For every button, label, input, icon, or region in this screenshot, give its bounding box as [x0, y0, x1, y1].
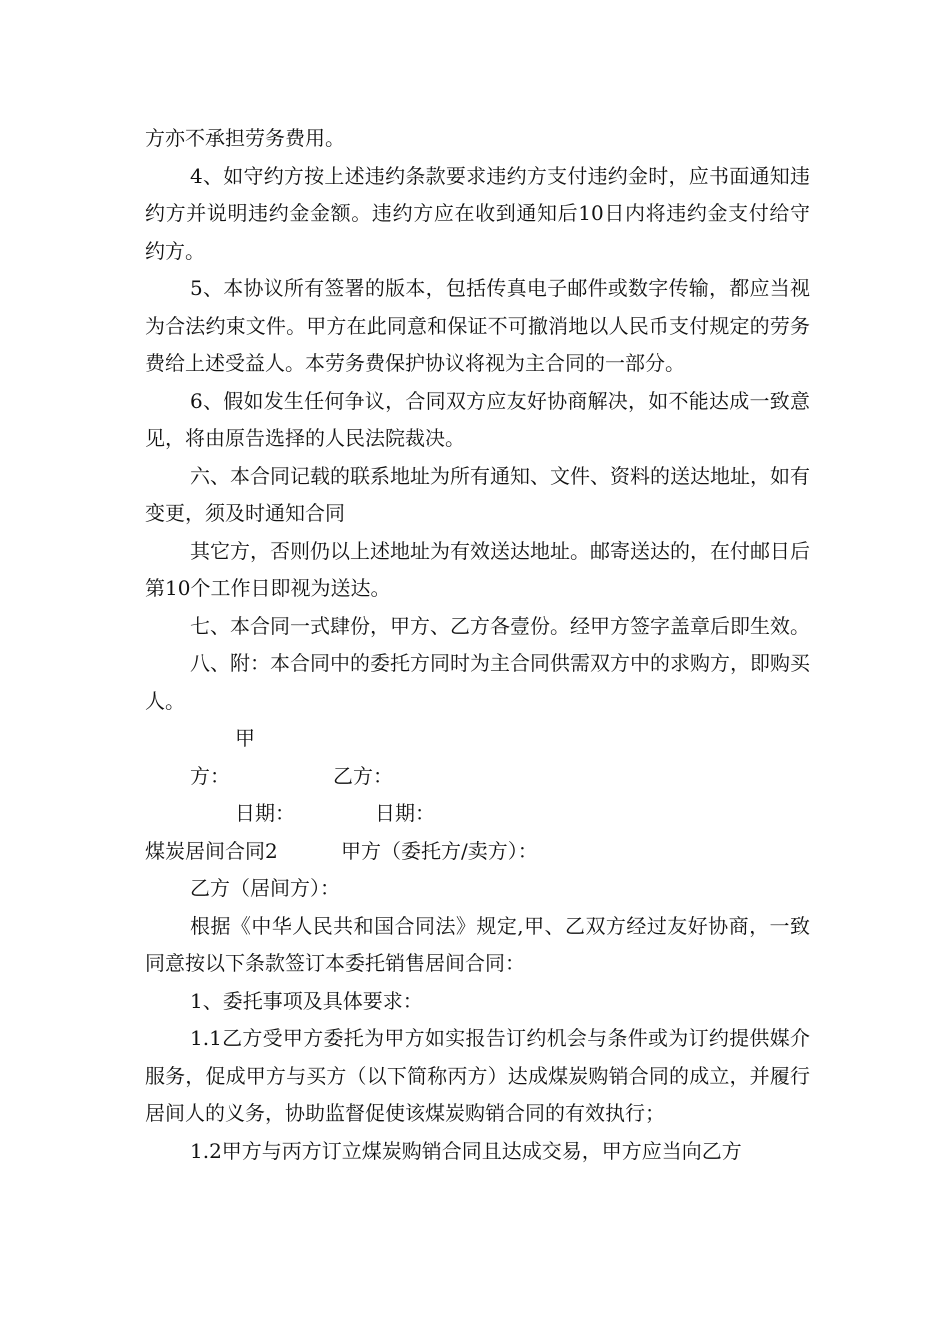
signature-party-line	[145, 720, 810, 795]
contract2-paragraph-5: 1.2甲方与丙方订立煤炭购销合同且达成交易，甲方应当向乙方	[190, 1138, 742, 1163]
paragraph-5: 六、本合同记载的联系地址为所有通知、文件、资料的送达地址，如有变更，须及时通知合同	[145, 463, 810, 525]
contract2-paragraph-1: 乙方（居间方）：	[190, 876, 340, 900]
paragraph-4: 6、假如发生任何争议，合同双方应友好协商解决，如不能达成一致意见，将由原告选择的人民法院裁决。	[145, 388, 810, 450]
paragraph-7: 七、本合同一式肆份，甲方、乙方各壹份。经甲方签字盖章后即生效。	[190, 613, 810, 638]
paragraph-2: 4、如守约方按上述违约条款要求违约方支付违约金时，应书面通知违约方并说明违约金金额。违约方应在收到通知后10日内将违约金支付给守约方。	[145, 163, 810, 263]
party-a-date-label: 日期：	[235, 801, 295, 825]
party-a-signature-label: 甲方：	[190, 726, 255, 788]
contract2-party-a: 甲方（委托方/卖方）：	[341, 838, 538, 863]
paragraph-3: 5、本协议所有签署的版本，包括传真电子邮件或数字传输，都应当视为合法约束文件。甲方在此同意和保证不可撤消地以人民币支付规定的劳务费给上述受益人。本劳务费保护协议将视为主合同的一部分。	[145, 276, 810, 375]
contract2-paragraph-2: 根据《中华人民共和国合同法》规定,甲、乙双方经过友好协商，一致同意按以下条款签订本委托销售居间合同：	[145, 913, 810, 975]
party-b-date-label: 日期：	[375, 801, 435, 825]
contract2-paragraph-4: 1.1乙方受甲方委托为甲方如实报告订约机会与条件或为订约提供媒介服务，促成甲方与买方（以下简称丙方）达成煤炭购销合同的成立，并履行居间人的义务，协助监督促使该煤炭购销合同的有效执行；	[145, 1026, 810, 1125]
paragraph-1: 方亦不承担劳务费用。	[145, 126, 345, 150]
document-body	[145, 120, 810, 1170]
contract2-title: 煤炭居间合同2	[145, 838, 278, 863]
signature-date-line	[145, 795, 810, 833]
paragraph-8: 八、附：本合同中的委托方同时为主合同供需双方中的求购方，即购买人。	[145, 651, 810, 713]
party-b-signature-label: 乙方：	[333, 763, 393, 788]
contract2-paragraph-3: 1、委托事项及具体要求：	[190, 988, 423, 1013]
paragraph-6: 其它方，否则仍以上述地址为有效送达地址。邮寄送达的，在付邮日后第10个工作日即视为送达。	[145, 538, 810, 600]
contract2-title-line	[145, 833, 810, 871]
